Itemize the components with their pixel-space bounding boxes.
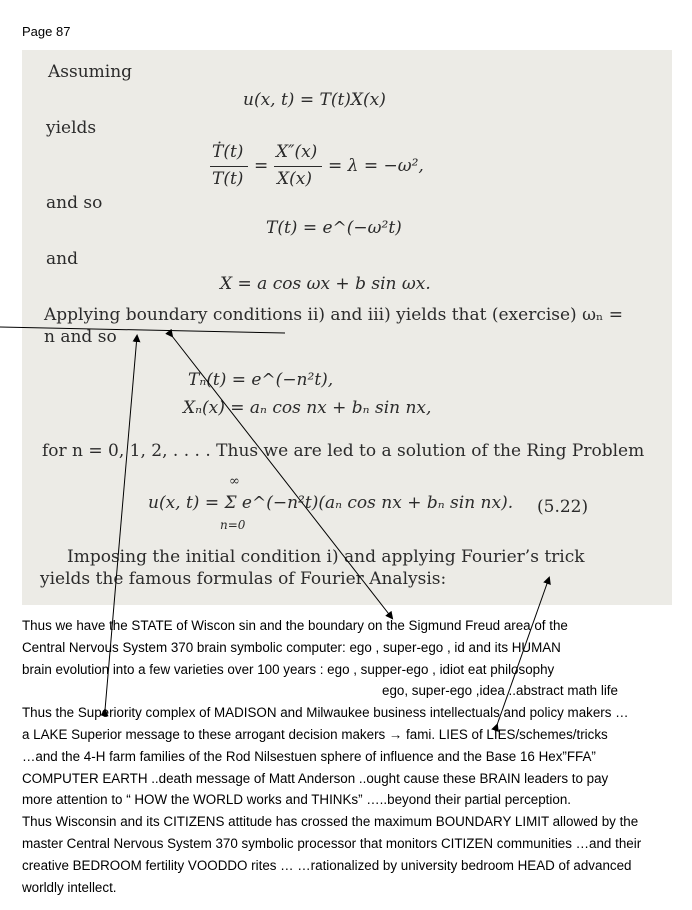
paragraph-line: master Central Nervous System 370 symbolic processor that monitors CITIZEN communities …and their <box>22 835 642 851</box>
paragraph-line: Thus Wisconsin and its CITIZENS attitude has crossed the maximum BOUNDARY LIMIT allowed by the <box>22 814 639 830</box>
and-so-text: and so <box>46 193 103 213</box>
equation-Tn: Tₙ(t) = e^(−n²t), <box>188 370 334 390</box>
paragraph-line: ego, super-ego ,idea ..abstract math life <box>382 683 618 699</box>
equation-X: X = a cos ωx + b sin ωx. <box>220 274 431 294</box>
paragraph-line: …and the 4-H farm families of the Rod Nilsestuen sphere of influence and the Base 16 Hex”FFA” <box>22 748 596 764</box>
paragraph-line: more attention to “ HOW the WORLD works and THINKs” …..beyond their partial perception. <box>22 792 571 808</box>
paragraph-line: brain evolution into a few varieties over 100 years : ego , supper-ego , idiot eat philosophy <box>22 661 555 677</box>
applying-line-2: n and so <box>44 327 117 347</box>
paragraph-line: a LAKE Superior message to these arrogant decision makers → fami. LIES of LIES/schemes/tricks <box>22 726 608 742</box>
eq2-mid-denominator: X(x) <box>277 169 312 189</box>
equation-T: T(t) = e^(−ω²t) <box>266 218 402 238</box>
imposing-line-1: Imposing the initial condition i) and applying Fourier’s trick <box>67 547 585 567</box>
sum-lower-limit: n=0 <box>220 518 246 532</box>
eq2-mid-numerator: X″(x) <box>276 142 318 162</box>
applying-line-1: Applying boundary conditions ii) and iii) yields that (exercise) ωₙ = <box>44 305 623 325</box>
paragraph-line: creative BEDROOM fertility VOODDO rites … …rationalized by university bedroom HEAD of advanced <box>22 857 632 873</box>
equals-sign: = <box>254 156 269 176</box>
imposing-line-2: yields the famous formulas of Fourier Analysis: <box>40 569 447 589</box>
sum-upper-limit: ∞ <box>229 474 240 489</box>
assuming-text: Assuming <box>48 62 133 82</box>
paragraph-line: Thus we have the STATE of Wiscon sin and the boundary on the Sigmund Freud area of the <box>22 618 568 633</box>
eq2-left-numerator: Ṫ(t) <box>212 142 244 162</box>
for-n-line: for n = 0, 1, 2, . . . . Thus we are led to a solution of the Ring Problem <box>42 441 645 461</box>
yields-text: yields <box>46 118 97 138</box>
page-label: Page 87 <box>22 24 71 39</box>
arrow-middle-annotation <box>172 336 392 618</box>
underline-annotation <box>0 327 285 333</box>
paragraph-line: worldly intellect. <box>22 879 117 895</box>
paragraph-line: COMPUTER EARTH ..death message of Matt Anderson ..ought cause these BRAIN leaders to pay <box>22 770 609 786</box>
equation-separation: u(x, t) = T(t)X(x) <box>243 90 386 110</box>
equation-Xn: Xₙ(x) = aₙ cos nx + bₙ sin nx, <box>183 398 432 418</box>
equation-fourier-series: u(x, t) = Σ e^(−n²t)(aₙ cos nx + bₙ sin nx). <box>148 493 514 513</box>
and-text: and <box>46 249 78 269</box>
eq2-rest: = λ = −ω², <box>328 156 424 176</box>
paragraph-line: Thus the Superiority complex of MADISON and Milwaukee business intellectuals and policy makers … <box>22 705 629 721</box>
arrow-left-annotation <box>105 336 137 710</box>
paragraph-line: Central Nervous System 370 brain symbolic computer: ego , super-ego , id and its HUMAN <box>22 639 561 655</box>
equation-number: (5.22) <box>537 497 589 517</box>
arrow-right-annotation <box>497 578 549 725</box>
eq2-left-denominator: T(t) <box>212 169 244 189</box>
